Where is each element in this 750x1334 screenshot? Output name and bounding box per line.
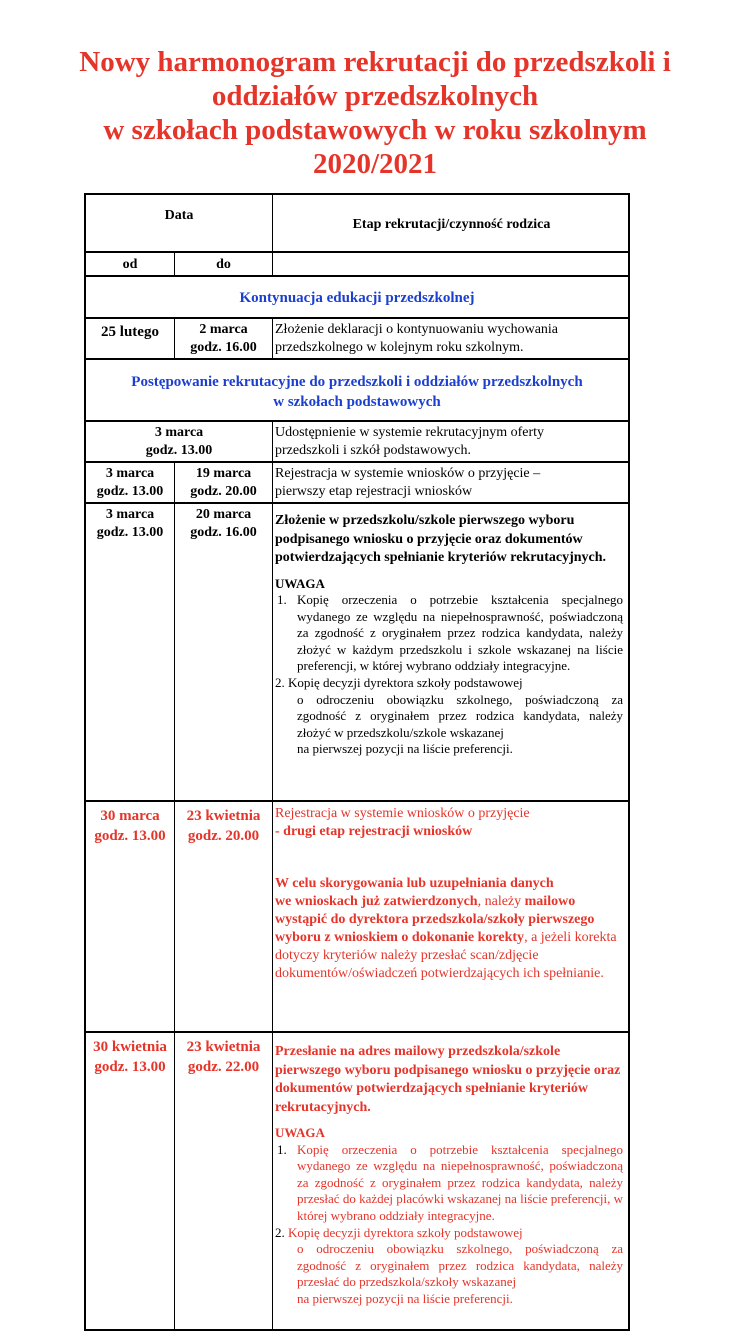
row5-para-bold-3: mailowo wystąpić do dyrektora przedszkola/szkoły pierwszego wyboru z wnioskiem o dokonanie korekty <box>275 894 595 945</box>
row5-do-date: 23 kwietnia <box>186 808 261 824</box>
row1-text <box>275 321 625 357</box>
row1-od: 25 lutego <box>101 324 159 340</box>
table-bottom-border <box>84 1329 630 1331</box>
row2-text-line1: Udostępnienie w systemie rekrutacyjnym oferty <box>275 425 545 440</box>
row6-item-2-line1: Kopię decyzji dyrektora szkoły podstawowej <box>288 1224 523 1240</box>
row5-do-time: godz. 20.00 <box>187 828 260 844</box>
row1-do-date: 2 marca <box>199 322 248 337</box>
table-row <box>84 1031 630 1331</box>
row6-od-time: godz. 13.00 <box>94 1059 166 1075</box>
row5-para-bold-2: we wnioskach już zatwierdzonych <box>275 894 478 909</box>
row5-para-normal-2: , a jeżeli korekta dotyczy kryteriów należy przesłać scan/zdjęcie dokumentów/oświadczeń potwierdzających ich spełnianie. <box>275 930 617 981</box>
row6-do-time: godz. 22.00 <box>187 1059 260 1075</box>
row5-od-time: godz. 13.00 <box>94 828 166 844</box>
row1-do-time: godz. 16.00 <box>190 340 257 355</box>
title-line-1: Nowy harmonogram rekrutacji do przedszkoli i <box>79 46 671 78</box>
row1-text-line2: przedszkolnego w kolejnym roku szkolnym. <box>275 340 524 355</box>
header-data: Data <box>164 208 194 223</box>
row2-text <box>275 424 625 460</box>
row4-item-1: 1. Kopię orzeczenia o potrzebie kształcenia specjalnego wydanego ze względu na niepełnosprawność, poświadczoną za zgodność z oryginałem przez rodzica kandydata, należy złożyć w każdym przedszkolu i szkole wskazanej na liście preferencji, w której wybrano oddziały integracyjne. <box>277 592 623 674</box>
row3-od-date: 3 marca <box>105 466 155 481</box>
row3-do-date: 19 marca <box>195 466 252 481</box>
header-etap: Etap rekrutacji/czynność rodzica <box>352 217 551 232</box>
row2-date-time: godz. 13.00 <box>145 443 213 458</box>
section-postepowanie <box>84 358 630 422</box>
title-line-2: oddziałów przedszkolnych <box>211 80 539 112</box>
row3-od <box>86 465 174 501</box>
row6-item-2-line2: o odroczeniu obowiązku szkolnego, poświadczoną za zgodność z oryginałem przez rodzica kandydata, należy przesłać do przedszkola/szkoły wskazanej <box>297 1241 623 1290</box>
title-line-3: w szkołach podstawowych w roku szkolnym <box>103 114 647 146</box>
row5-do <box>175 806 272 846</box>
row5-para-normal-1: , należy <box>477 894 525 909</box>
table-subheader <box>84 251 630 277</box>
row1-do <box>175 321 272 357</box>
table-row <box>84 800 630 1033</box>
row3-text <box>275 465 625 501</box>
row4-item-2-line1: Kopię decyzji dyrektora szkoły podstawowej <box>288 675 523 691</box>
row3-do-time: godz. 20.00 <box>190 484 257 499</box>
table-row <box>84 461 630 504</box>
row4-uwaga: UWAGA <box>275 575 325 591</box>
row5-od <box>86 806 174 846</box>
section2-line1: Postępowanie rekrutacyjne do przedszkoli i oddziałów przedszkolnych <box>131 374 583 390</box>
section-postepowanie-title <box>86 372 628 412</box>
section2-line2: w szkołach podstawowych <box>273 394 441 410</box>
row3-od-time: godz. 13.00 <box>96 484 164 499</box>
table-row <box>84 317 630 360</box>
header-od: od <box>122 257 138 272</box>
row6-do <box>175 1037 272 1077</box>
section-kontynuacja-title: Kontynuacja edukacji przedszkolnej <box>239 290 475 306</box>
row5-para-bold-1: W celu skorygowania lub uzupełniania danych <box>275 876 554 891</box>
row4-item-2: 2. Kopię decyzji dyrektora szkoły podstawowej o odroczeniu obowiązku szkolnego, poświadczoną za zgodność z oryginałem przez rodzica kandydata, należy złożyć w przedszkolu/szkole wskazanej na pierwszej pozycji na liście preferencji. <box>275 675 623 757</box>
table-header <box>84 193 630 253</box>
row1-text-line1: Złożenie deklaracji o kontynuowaniu wychowania <box>275 322 559 337</box>
row6-uwaga: UWAGA <box>275 1125 325 1140</box>
row5-od-date: 30 marca <box>100 808 160 824</box>
row4-do <box>175 506 272 542</box>
row5-text-line1: Rejestracja w systemie wniosków o przyjęcie <box>275 806 530 821</box>
row3-text-line1: Rejestracja w systemie wniosków o przyjęcie – <box>275 466 541 481</box>
header-do: do <box>216 257 231 272</box>
row4-od-time: godz. 13.00 <box>96 525 164 540</box>
row6-content <box>275 1043 623 1308</box>
row4-od <box>86 506 174 542</box>
row4-item-2-line2: o odroczeniu obowiązku szkolnego, poświadczoną za zgodność z oryginałem przez rodzica kandydata, należy złożyć w przedszkolu/szkole wskazanej <box>297 691 623 740</box>
row6-od-date: 30 kwietnia <box>93 1039 167 1055</box>
row4-main-text: Złożenie w przedszkolu/szkole pierwszego wyboru podpisanego wniosku o przyjęcie oraz dokumentów potwierdzających spełnianie kryteriów rekrutacyjnych. <box>275 513 607 565</box>
row2-text-line2: przedszkoli i szkół podstawowych. <box>275 443 471 458</box>
row6-main-text: Przesłanie na adres mailowy przedszkola/szkole pierwszego wyboru podpisanego wniosku o przyjęcie oraz dokumentów potwierdzających spełnianie kryteriów rekrutacyjnych. <box>275 1044 621 1115</box>
row6-od <box>86 1037 174 1077</box>
row4-item-1-text: Kopię orzeczenia o potrzebie kształcenia specjalnego wydanego ze względu na niepełnosprawność, poświadczoną za zgodność z oryginałem przez rodzica kandydata, należy złożyć w każdym przedszkolu i szkole wskazanej na liście preferencji, w której wybrano oddziały integracyjne. <box>297 592 623 674</box>
table-row <box>84 420 630 463</box>
row4-do-date: 20 marca <box>195 507 252 522</box>
table-row <box>84 502 630 802</box>
row6-item-1: 1. Kopię orzeczenia o potrzebie kształcenia specjalnego wydanego ze względu na niepełnosprawność, poświadczoną za zgodność z oryginałem przez rodzica kandydata, należy przesłać do każdej placówki wskazanej na liście preferencji, w której wybrano oddziały integracyjne. <box>277 1141 623 1223</box>
page-title <box>60 45 690 181</box>
row4-od-date: 3 marca <box>105 507 155 522</box>
row5-text-line2: - drugi etap rejestracji wniosków <box>275 824 473 839</box>
row2-date <box>86 424 272 460</box>
section-kontynuacja <box>84 275 630 319</box>
row6-item-1-text: Kopię orzeczenia o potrzebie kształcenia specjalnego wydanego ze względu na niepełnosprawność, poświadczoną za zgodność z oryginałem przez rodzica kandydata, należy przesłać do każdej placówki wskazanej na liście preferencji, w której wybrano oddziały integracyjne. <box>297 1141 623 1223</box>
row6-item-2: 2. Kopię decyzji dyrektora szkoły podstawowej o odroczeniu obowiązku szkolnego, poświadczoną za zgodność z oryginałem przez rodzica kandydata, należy przesłać do przedszkola/szkoły wskazanej na pierwszej pozycji na liście preferencji. <box>275 1224 623 1306</box>
row4-content <box>275 512 623 758</box>
row5-content <box>275 805 623 983</box>
row3-do <box>175 465 272 501</box>
row2-date-day: 3 marca <box>154 425 204 440</box>
row4-do-time: godz. 16.00 <box>190 525 257 540</box>
title-line-4: 2020/2021 <box>312 148 438 180</box>
row4-item-2-line3: na pierwszej pozycji na liście preferencji. <box>297 741 513 757</box>
row6-item-2-line3: na pierwszej pozycji na liście preferencji. <box>297 1290 513 1306</box>
row6-do-date: 23 kwietnia <box>186 1039 261 1055</box>
row5-paragraph <box>275 875 623 983</box>
row3-text-line2: pierwszy etap rejestracji wniosków <box>275 484 473 499</box>
